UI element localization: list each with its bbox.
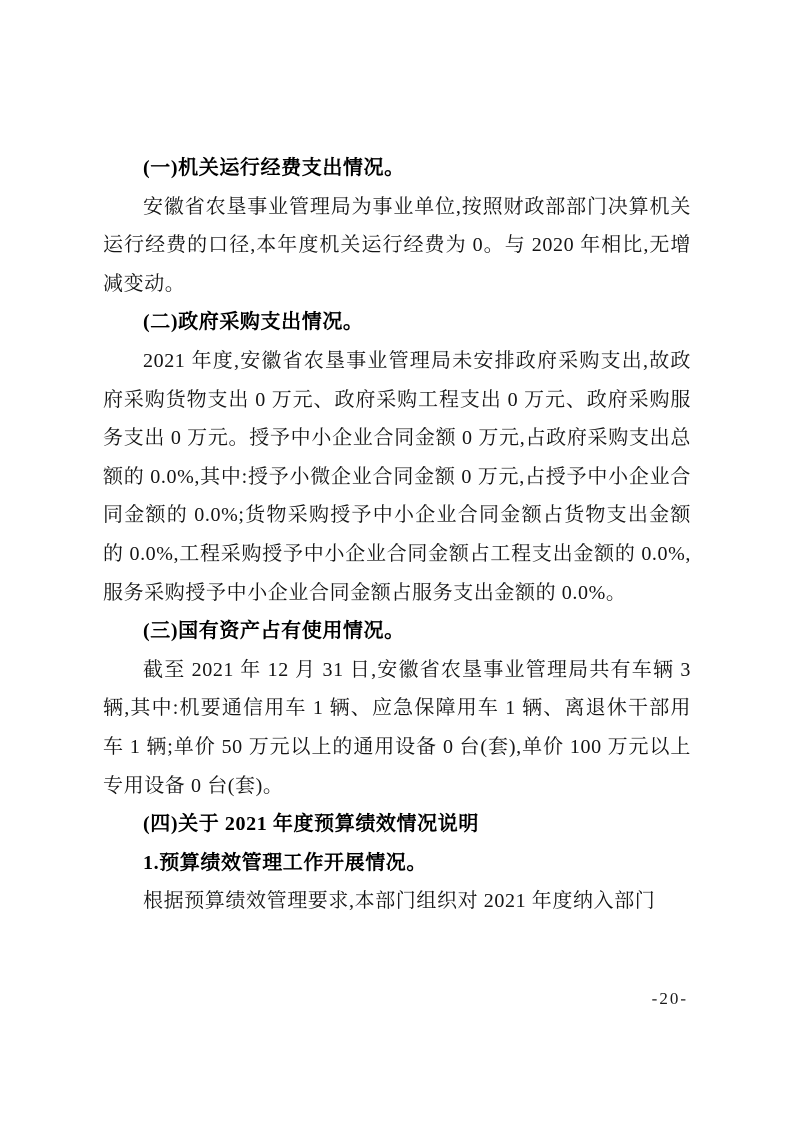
paragraph-government-procurement: 2021 年度,安徽省农垦事业管理局未安排政府采购支出,故政府采购货物支出 0 万元、政府采购工程支出 0 万元、政府采购服务支出 0 万元。授予中小企业合同金额 0 万元,占政府采购支出总额的 0.0%,其中:授予小微企业合同金额 0 万元,占授予中小企业合同金额的 0.0%;货物采购授予中小企业合同金额占货物支出金额的 0.0%,工程采购授予中小企业合同金额占工程支出金额的 0.0%,服务采购授予中小企业合同金额占服务支出金额的 0.0%。 <box>103 349 691 604</box>
subsection-heading-performance-management: 1.预算绩效管理工作开展情况。 <box>143 851 427 874</box>
section-heading-government-procurement: (二)政府采购支出情况。 <box>143 311 364 334</box>
section-heading-organ-operating-expenses: (一)机关运行经费支出情况。 <box>143 157 405 179</box>
section-heading-budget-performance: (四)关于 2021 年度预算绩效情况说明 <box>143 813 479 836</box>
page-number: -20- <box>651 989 688 1008</box>
document-body <box>103 149 691 921</box>
paragraph-organ-operating-expenses: 安徽省农垦事业管理局为事业单位,按照财政部部门决算机关运行经费的口径,本年度机关运行经费为 0。与 2020 年相比,无增减变动。 <box>103 195 691 295</box>
section-heading-state-owned-assets: (三)国有资产占有使用情况。 <box>143 620 405 643</box>
paragraph-performance-management: 根据预算绩效管理要求,本部门组织对 2021 年度纳入部门 <box>143 890 656 913</box>
paragraph-state-owned-assets: 截至 2021 年 12 月 31 日,安徽省农垦事业管理局共有车辆 3 辆,其中:机要通信用车 1 辆、应急保障用车 1 辆、离退休干部用车 1 辆;单价 50 万元以上的通用设备 0 台(套),单价 100 万元以上专用设备 0 台(套)。 <box>103 658 691 797</box>
